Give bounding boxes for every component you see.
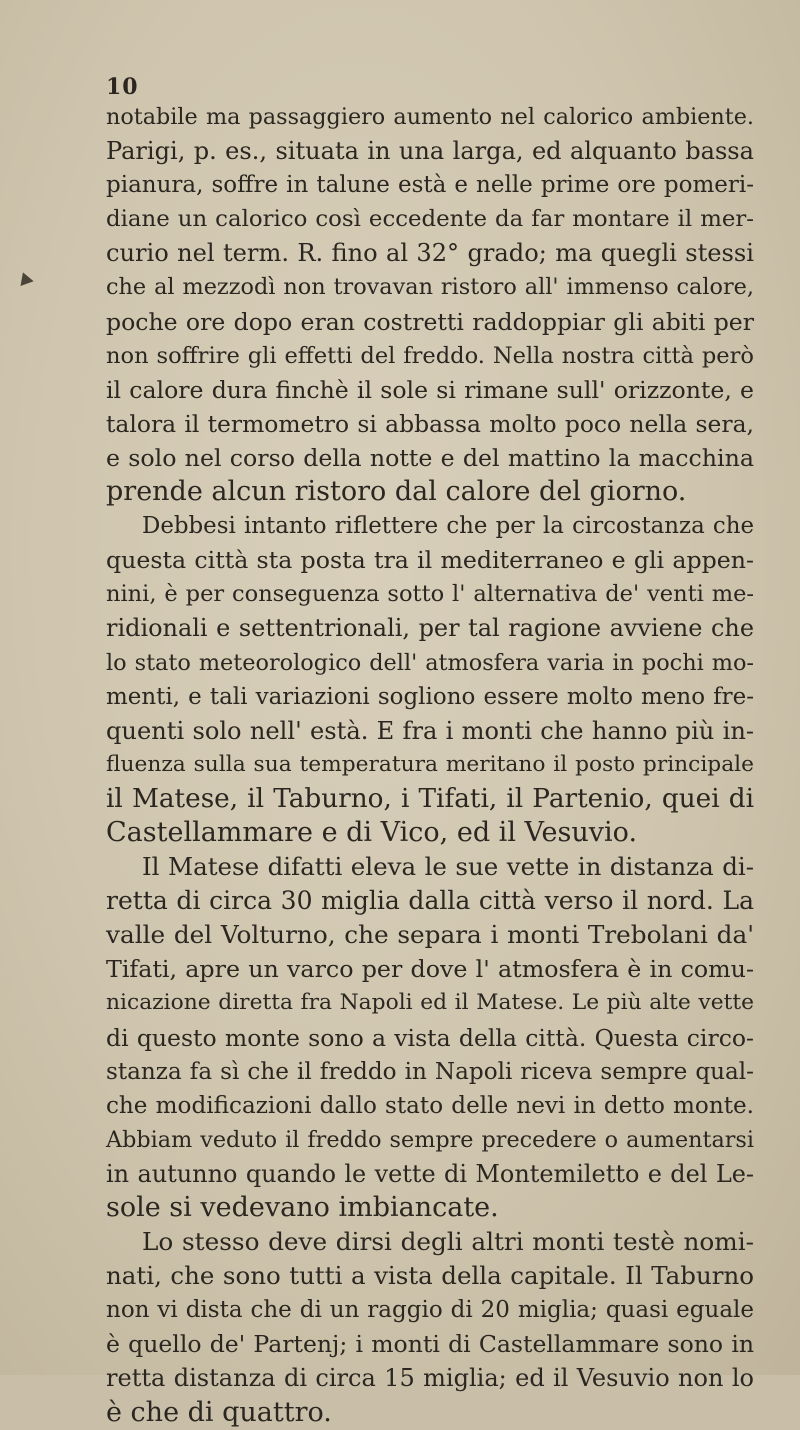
text-line: di questo monte sono a vista della città. Questa circo- [106, 1023, 754, 1052]
body-text [106, 100, 754, 1430]
text-line: il calore dura finchè il sole si rimane sull' orizzonte, e [106, 375, 754, 404]
text-line: nati, che sono tutti a vista della capitale. Il Taburno [106, 1261, 754, 1291]
text-line: il Matese, il Taburno, i Tifati, il Partenio, quei di [106, 783, 754, 814]
text-line: menti, e tali variazioni sogliono essere molto meno fre- [106, 683, 754, 710]
margin-mark-icon [16, 270, 33, 286]
text-line: è che di quattro. [106, 1396, 332, 1428]
text-line: Castellammare e di Vico, ed il Vesuvio. [106, 816, 638, 848]
text-line: stanza fa sì che il freddo in Napoli riceva sempre qual- [106, 1058, 754, 1085]
text-line: che modificazioni dallo stato delle nevi in detto monte. [106, 1092, 754, 1119]
text-line: fluenza sulla sua temperatura meritano il posto principale [106, 751, 754, 777]
text-line: Parigi, p. es., situata in una larga, ed alquanto bassa [106, 137, 754, 166]
page-number: 10 [106, 74, 139, 100]
text-line: retta distanza di circa 15 miglia; ed il Vesuvio non lo [106, 1364, 754, 1393]
text-line: in autunno quando le vette di Montemiletto e del Le- [106, 1159, 754, 1188]
text-line: retta di circa 30 miglia dalla città verso il nord. La [106, 886, 754, 916]
text-line: valle del Volturno, che separa i monti Trebolani da' [106, 920, 754, 950]
text-line: Tifati, apre un varco per dove l' atmosfera è in comu- [106, 955, 754, 984]
text-line: quenti solo nell' està. E fra i monti che hanno più in- [106, 716, 754, 745]
text-line: prende alcun ristoro dal calore del giorno. [106, 476, 687, 508]
text-line: notabile ma passaggiero aumento nel calorico ambiente. [106, 104, 754, 130]
text-line: sole si vedevano imbiancate. [106, 1192, 499, 1223]
text-line: Abbiam veduto il freddo sempre precedere o aumentarsi [106, 1126, 754, 1153]
text-line: lo stato meteorologico dell' atmosfera varia in pochi mo- [106, 649, 754, 676]
text-line: questa città sta posta tra il mediterraneo e gli appen- [106, 546, 754, 575]
text-line: che al mezzodì non trovavan ristoro all' immenso calore, [106, 274, 754, 301]
text-line: poche ore dopo eran costretti raddoppiar gli abiti per [106, 307, 754, 336]
text-line: curio nel term. R. fino al 32° grado; ma quegli stessi [106, 239, 754, 268]
text-line: nicazione diretta fra Napoli ed il Matese. Le più alte vette [106, 990, 754, 1016]
text-line: è quello de' Partenj; i monti di Castellammare sono in [106, 1330, 754, 1359]
text-line: pianura, soffre in talune està e nelle prime ore pomeri- [106, 172, 754, 199]
text-line: e solo nel corso della notte e del mattino la macchina [106, 443, 754, 472]
text-line: talora il termometro si abbassa molto poco nella sera, [106, 409, 754, 438]
text-line: non vi dista che di un raggio di 20 miglia; quasi eguale [106, 1297, 754, 1324]
text-line: diane un calorico così eccedente da far montare il mer- [106, 206, 754, 233]
text-line: nini, è per conseguenza sotto l' alternativa de' venti me- [106, 581, 754, 608]
text-line: Il Matese difatti eleva le sue vette in distanza di- [142, 852, 754, 882]
text-line: Debbesi intanto riflettere che per la circostanza che [142, 513, 754, 540]
text-line: non soffrire gli effetti del freddo. Nella nostra città però [106, 342, 754, 369]
text-line: ridionali e settentrionali, per tal ragione avviene che [106, 614, 754, 643]
text-line: Lo stesso deve dirsi degli altri monti testè nomi- [142, 1227, 754, 1257]
